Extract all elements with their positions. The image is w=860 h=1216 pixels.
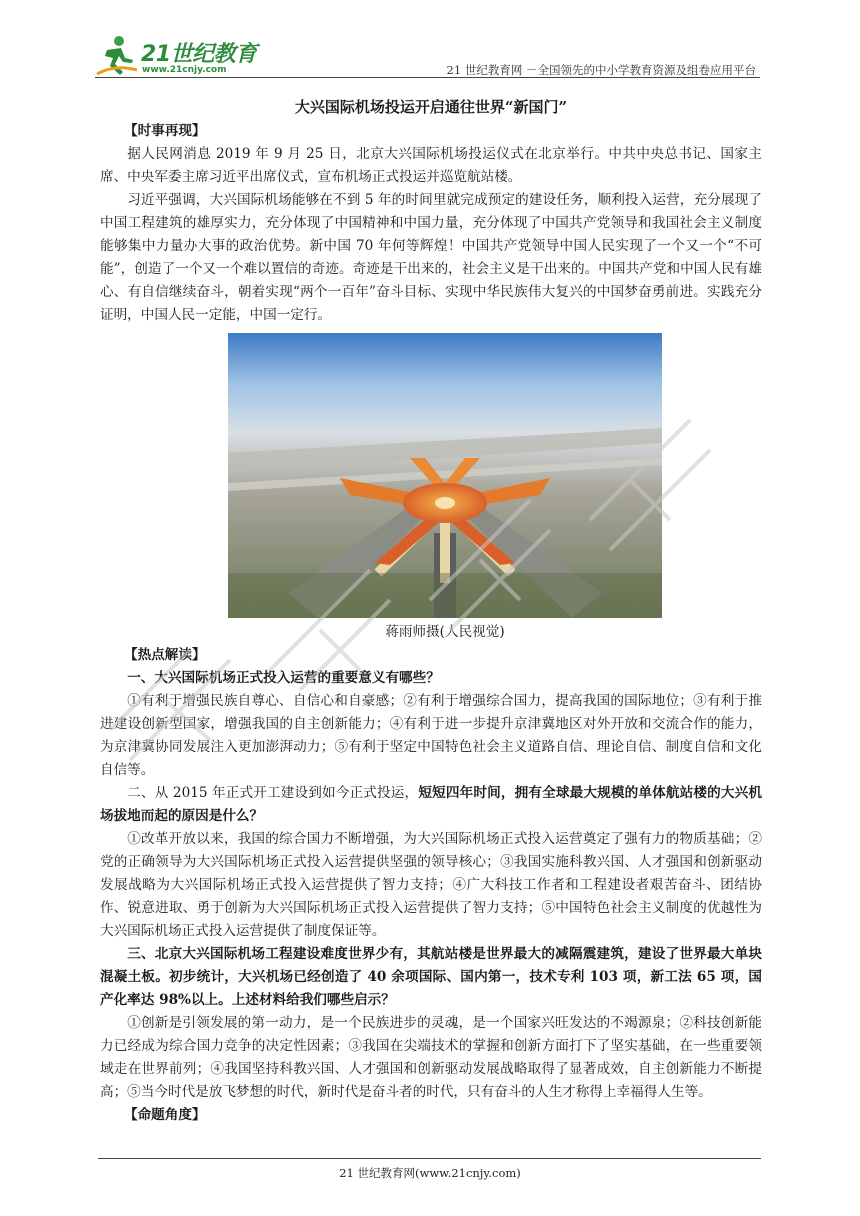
page-header	[95, 30, 760, 80]
logo-text: 21世纪教育	[141, 42, 257, 67]
header-tagline: 21 世纪教育网 －全国领先的中小学教育资源及组卷应用平台	[446, 63, 756, 77]
question-3: 三、北京大兴国际机场工程建设难度世界少有，其航站楼是世界最大的减隔震建筑，建设了世界最大单块混凝土板。初步统计，大兴机场已经创造了 40 余项国际、国内第一，技术专利 103 项，新工法 65 项，国产化率达 98%以上。上述材料给我们哪些启示？	[100, 946, 762, 1008]
footer-divider	[98, 1158, 761, 1159]
header-divider	[95, 77, 760, 78]
news-paragraph-2: 习近平强调，大兴国际机场能够在不到 5 年的时间里就完成预定的建设任务，顺利投入运营，充分展现了中国工程建筑的雄厚实力，充分体现了中国精神和中国力量，充分体现了中国共产党领导和我国社会主义制度能够集中力量办大事的政治优势。新中国 70 年何等辉煌！中国共产党领导中国人民实现了一个又一个“不可能”，创造了一个又一个难以置信的奇迹。奇迹是干出来的，社会主义是干出来的。中国共产党和中国人民有雄心、有自信继续奋斗，朝着实现“两个一百年”奋斗目标、实现中华民族伟大复兴的中国梦奋勇前进。实践充分证明，中国人民一定能，中国一定行。	[100, 192, 762, 323]
question-1-bold: 一、大兴国际机场	[127, 670, 236, 686]
runner-logo-icon	[95, 34, 139, 78]
news-paragraph-1: 据人民网消息 2019 年 9 月 25 日，北京大兴国际机场投运仪式在北京举行。中共中央总书记、国家主席、中央军委主席习近平出席仪式，宣布机场正式投运并巡览航站楼。	[100, 146, 762, 185]
answer-2: ①改革开放以来，我国的综合国力不断增强，为大兴国际机场正式投入运营奠定了强有力的物质基础；②党的正确领导为大兴国际机场正式投入运营提供坚强的领导核心；③我国实施科教兴国、人才强国和创新驱动发展战略为大兴国际机场正式投入运营提供了智力支持；④广大科技工作者和工程建设者艰苦奋斗、团结协作、锐意进取、勇于创新为大兴国际机场正式投入运营提供了智力支持；⑤中国特色社会主义制度的优越性为大兴国际机场正式投入运营提供了制度保证等。	[100, 831, 762, 939]
answer-1: ①有利于增强民族自尊心、自信心和自豪感；②有利于增强综合国力，提高我国的国际地位；③有利于推进建设创新型国家，增强我国的自主创新能力；④有利于进一步提升京津冀地区对外开放和交流合作的能力，为京津冀协同发展注入更加澎湃动力；⑤有利于坚定中国特色社会主义道路自信、理论自信、制度自信和文化自信等。	[100, 693, 762, 778]
site-logo[interactable]	[95, 34, 265, 80]
article-body	[100, 96, 762, 1127]
section-heading-hot-topics: 【热点解读】	[124, 647, 206, 663]
section-heading-exam-angle: 【命题角度】	[124, 1107, 206, 1123]
answer-3: ①创新是引领发展的第一动力，是一个民族进步的灵魂，是一个国家兴旺发达的不竭源泉；②科技创新能力已经成为综合国力竞争的决定性因素；③我国在尖端技术的掌握和创新方面打下了坚实基础，在一些重要领域走在世界前列；④我国坚持科教兴国、人才强国和创新驱动发展战略取得了显著成效，自主创新能力不断提高；⑤当今时代是放飞梦想的时代，新时代是奋斗者的时代，只有奋斗的人生才称得上幸福得人生等。	[100, 1015, 762, 1100]
logo-url: www.21cnjy.com	[142, 65, 227, 75]
question-1-rest: 正式投入运营的重要意义有哪些？	[235, 670, 440, 686]
article-title: 大兴国际机场投运开启通往世界“新国门”	[294, 98, 568, 116]
question-2-bold: 短短四年时间，拥有全球最大规模的单体航站楼的大兴机场拔地而起的原因是什么？	[100, 785, 762, 824]
question-2-plain: 二、从 2015 年正式开工建设到如今正式投运，	[127, 785, 419, 801]
photo-caption: 蒋雨师摄(人民视觉)	[385, 624, 505, 640]
page-footer[interactable]: 21 世纪教育网(www.21cnjy.com)	[339, 1166, 521, 1180]
airport-photo	[228, 333, 662, 618]
airport-aerial-image	[228, 333, 662, 618]
section-heading-current-events: 【时事再现】	[124, 123, 206, 139]
question-2	[100, 782, 762, 828]
question-1	[100, 667, 762, 690]
